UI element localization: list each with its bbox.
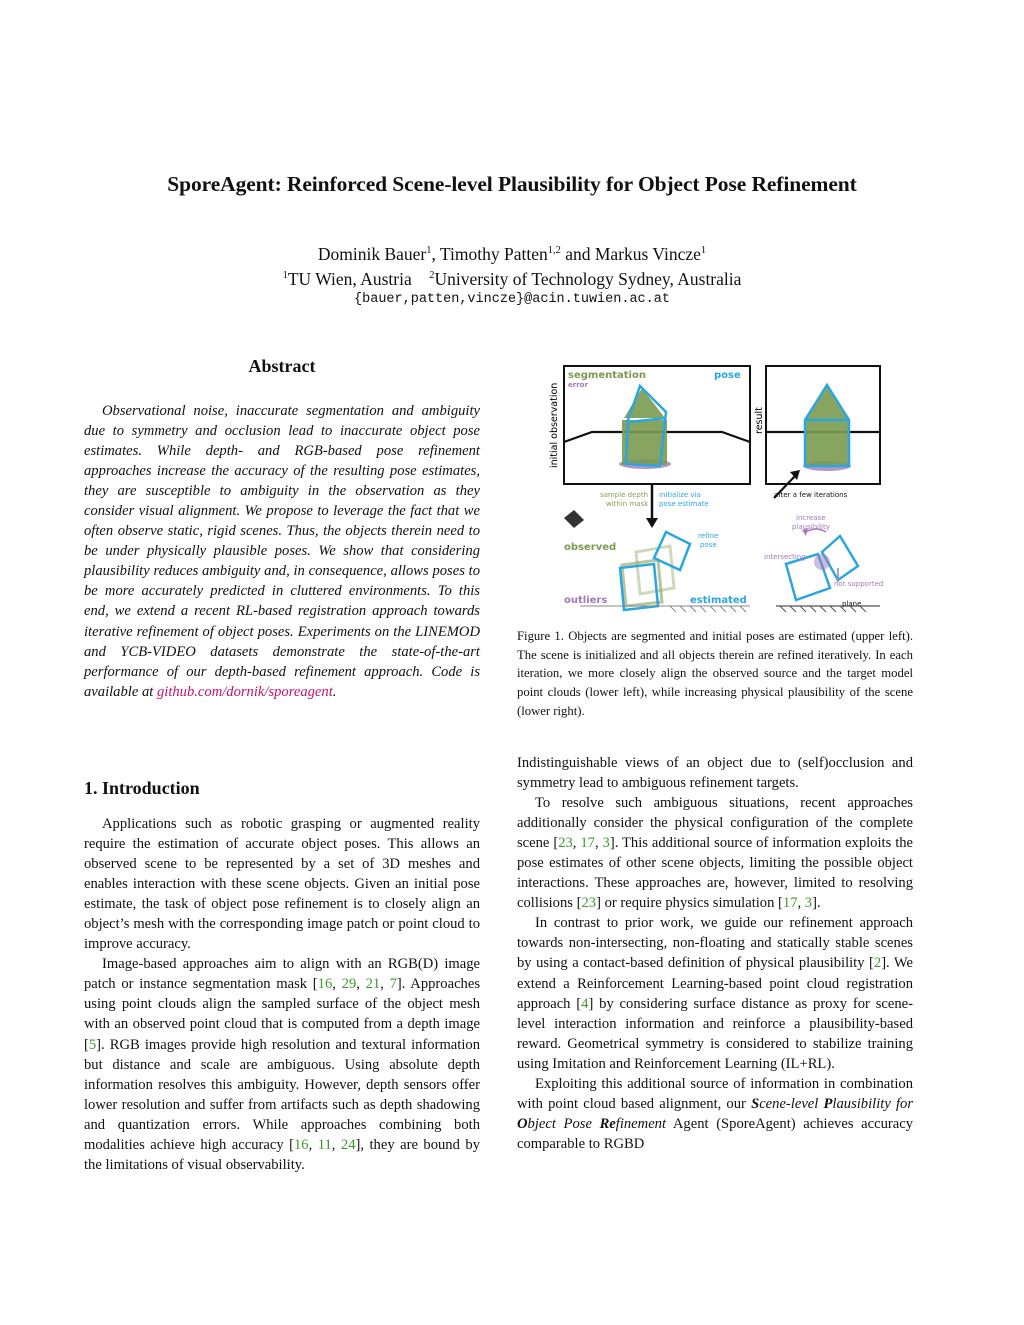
author-names: Dominik Bauer$^1$, Timothy Patten$^{1,2}$ and Markus Vincze$^1$ (317, 243, 707, 264)
figure-caption: Figure 1. Objects are segmented and initial poses are estimated (upper left). The scene is initialized and all objects therein are refined iteratively. In each iteration, we more closely align the observed source and the target model point clouds (lower left), while increasing physical plausibility of the scene (lower right). (517, 629, 913, 718)
citation-link[interactable]: 3 (804, 895, 813, 912)
refine-pose-label: pose (700, 541, 717, 549)
right-column-text (517, 753, 913, 1154)
citation-link[interactable]: 3 (602, 835, 610, 852)
plausibility-label: plausibility (792, 523, 830, 531)
plausibility-sketch (776, 528, 880, 612)
pose-label: pose (714, 370, 741, 381)
down-arrow-head-icon (646, 518, 658, 528)
citation-link[interactable]: 24 (340, 1136, 356, 1153)
citation-link[interactable]: 7 (389, 976, 397, 993)
intro-paragraph-1: Applications such as robotic grasping or augmented reality require the estimation of accurate object poses. This allows an observed scene to be represented by a set of 3D meshes and enables interaction with these scene objects. Given an initial pose estimate, the task of object pose refinement is to closely align an object’s mesh with the corresponding image patch or point cloud to improve accuracy. (84, 816, 480, 953)
estimated-label: estimated (690, 595, 747, 606)
citation-link[interactable]: 4 (581, 995, 589, 1012)
figure-1 (540, 360, 900, 620)
citation-link[interactable]: 21 (365, 976, 381, 993)
after-iterations-label: after a few iterations (774, 491, 848, 499)
right-paragraph-2: To resolve such ambiguous situations, recent approaches additionally consider the physical configuration of the complete scene [23, 17, 3]. This additional source of information exploits the pose estimates of other scene objects, limiting the possible object interactions. These approaches are, however, limited to resolving collisions [23] or require physics simulation [17, 3]. (517, 795, 914, 912)
author-block (0, 240, 1024, 290)
author-email: {bauer,patten,vincze}@acin.tuwien.ac.at (354, 292, 670, 307)
segmentation-label: segmentation (568, 370, 646, 381)
right-paragraph-3: In contrast to prior work, we guide our refinement approach towards non-intersecting, non-floating and statically stable scenes by using a contact-based definition of physical plausibility [2]. We extend a Reinforcement Learning-based point cloud registration approach [4] by considering surface distance as proxy for scene-level interaction information and reinforce a plausibility-based reward. Geometrical symmetry is considered to stabilize training using Imitation and Reinforcement Learning (IL+RL). (517, 915, 914, 1072)
result-label: result (754, 407, 765, 434)
code-link[interactable]: github.com/dornik/sporeagent (156, 683, 333, 700)
refine-label: refine (698, 532, 719, 540)
initial-observation-label: initial observation (549, 382, 560, 468)
abstract-heading: Abstract (248, 356, 316, 376)
citation-link[interactable]: 16 (293, 1136, 309, 1153)
citation-link[interactable]: 29 (341, 976, 357, 993)
sample-depth-label: sample depth (600, 491, 649, 499)
citation-link[interactable]: 17 (580, 835, 595, 852)
initialize-via-label: initialize via (659, 491, 701, 499)
initial-observation-panel (564, 366, 750, 484)
left-column-text (84, 814, 480, 1175)
result-panel (766, 366, 880, 484)
citation-link[interactable]: 11 (317, 1136, 332, 1153)
not-supported-label: not supported (834, 580, 884, 588)
author-affiliations: $^1$TU Wien, Austria $^2$University of Technology Sydney, Australia (282, 268, 742, 289)
citation-link[interactable]: 5 (88, 1036, 97, 1053)
citation-link[interactable]: 23 (581, 895, 597, 912)
error-label: error (568, 381, 588, 389)
citation-link[interactable]: 17 (782, 895, 798, 912)
camera-icon (564, 510, 584, 528)
outliers-label: outliers (564, 595, 608, 606)
section-heading-introduction: 1. Introduction (84, 778, 200, 798)
plane-label: plane (842, 600, 862, 608)
pose-estimate-label: pose estimate (659, 500, 709, 508)
intro-paragraph-2: Image-based approaches aim to align with an RGB(D) image patch or instance segmentation mask [16, 29, 21, 7]. Approaches using point clouds align the sampled surface of the object mesh with an observed point cloud that is computed from a depth image [5]. RGB images provide high resolution and textural information but distance and scale are ambiguous. Using absolute depth information resolves this ambiguity. However, depth sensors offer lower resolution and suffer from artifacts such as depth shadowing and quantization errors. While approaches combining both modalities achieve high accuracy [16, 11, 24], they are bound by the limitations of visual observability. (84, 956, 480, 1173)
abstract-text: Observational noise, inaccurate segmentation and ambiguity due to symmetry and occlusion lead to inaccurate object pose estimates. While depth- and RGB-based pose refinement approaches increase the accuracy of the resulting pose estimates, they are susceptible to ambiguity in the observation as they consider visual alignment. We propose to leverage the fact that we often observe static, rigid scenes. Thus, the objects therein need to be under physically plausible poses. We show that considering plausibility reduces ambiguity and, in consequence, allows poses to be more accurately predicted in cluttered environments. To this end, we extend a recent RL-based registration approach towards iterative refinement of object poses. Experiments on the LINEMOD and YCB-VIDEO datasets demonstrate the state-of-the-art performance of our depth-based refinement approach. Code is available at github.com/dornik/sporeagent. (84, 403, 480, 700)
intersecting-label: intersecting (764, 553, 806, 561)
citation-link[interactable]: 16 (317, 976, 333, 993)
paper-title: SporeAgent: Reinforced Scene-level Plausibility for Object Pose Refinement (167, 172, 857, 196)
right-paragraph-1: Indistinguishable views of an object due to (self)occlusion and symmetry lead to ambiguous refinement targets. (517, 755, 913, 792)
increase-label: increase (796, 514, 826, 522)
observed-label: observed (564, 542, 617, 553)
right-paragraph-4: Exploiting this additional source of information in combination with point cloud based alignment, our Scene-level Plausibility for Object Pose Refinement Agent (SporeAgent) achieves accuracy comparable to RGBD (517, 1075, 913, 1152)
citation-link[interactable]: 23 (558, 835, 573, 852)
within-mask-label: within mask (606, 500, 649, 508)
citation-link[interactable]: 2 (873, 955, 882, 972)
